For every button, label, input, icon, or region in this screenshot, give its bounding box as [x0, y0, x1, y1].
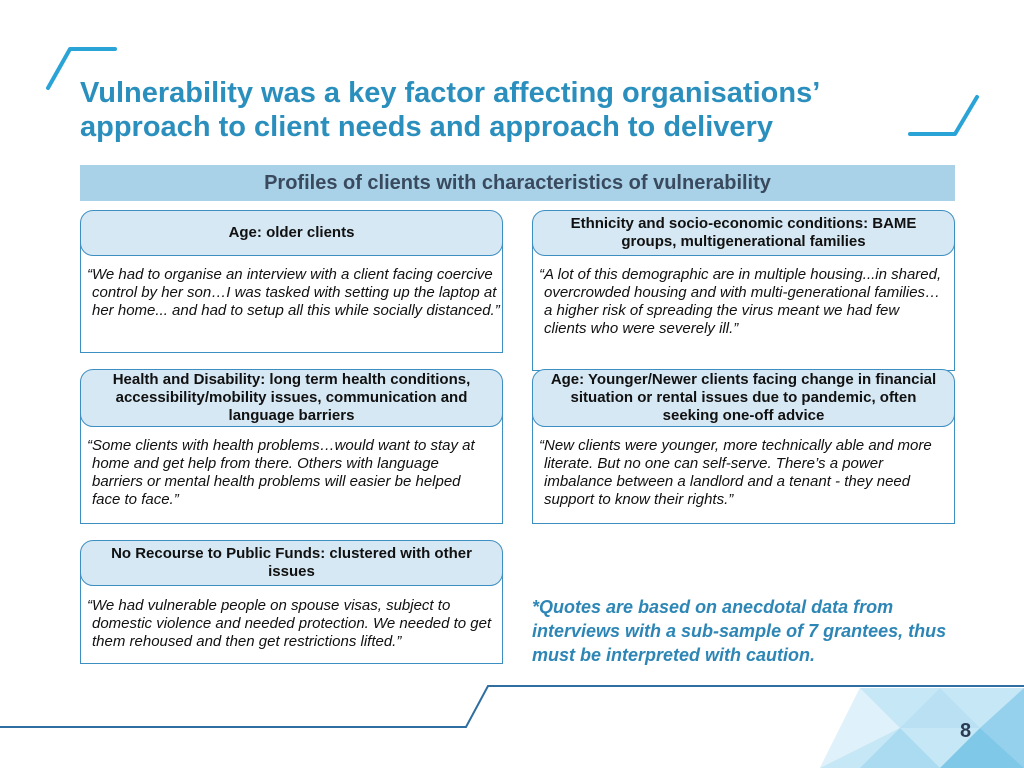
profile-card-quote: “We had vulnerable people on spouse visas, subject to domestic violence and needed protection. We needed to get them rehoused and then get restrictions lifted.”: [87, 597, 492, 650]
page-number: 8: [960, 720, 972, 742]
profile-card-heading: Age: older clients: [80, 210, 503, 256]
profile-card-heading: No Recourse to Public Funds: clustered with other issues: [80, 540, 503, 586]
section-heading-bar: [80, 165, 955, 201]
profile-card-quote: “New clients were younger, more technically able and more literate. But no one can self-serve. There’s a power imbalance between a landlord and a tenant - they need support to know their rights.”: [539, 437, 932, 508]
profile-card-heading: Age: Younger/Newer clients facing change in financial situation or rental issues due to pandemic, often seeking one-off advice: [532, 369, 955, 427]
profile-card-quote: “A lot of this demographic are in multiple housing...in shared, overcrowded housing and with multi-generational families…a higher risk of spreading the virus meant we had few clients who were severely ill.”: [539, 266, 942, 337]
quotes-footnote: *Quotes are based on anecdotal data from interviews with a sub-sample of 7 grantees, thus must be interpreted with caution.: [532, 597, 947, 665]
profile-card-quote: “We had to organise an interview with a client facing coercive control by her son…I was tasked with setting up the laptop at her home... and had to setup all this while socially distanced.”: [87, 266, 500, 319]
section-heading: Profiles of clients with characteristics of vulnerability: [264, 171, 771, 194]
page-title: Vulnerability was a key factor affecting organisations’ approach to client needs and approach to delivery: [80, 77, 819, 143]
triangle-pattern-decoration: [800, 688, 1024, 768]
profile-card-heading: Health and Disability: long term health conditions, accessibility/mobility issues, communication and language barriers: [80, 369, 503, 427]
profile-card-heading: Ethnicity and socio-economic conditions: BAME groups, multigenerational families: [532, 210, 955, 256]
profile-card-quote: “Some clients with health problems…would want to stay at home and get help from there. Others with language barriers or mental health problems will easier be helped face to face.”: [87, 437, 475, 508]
